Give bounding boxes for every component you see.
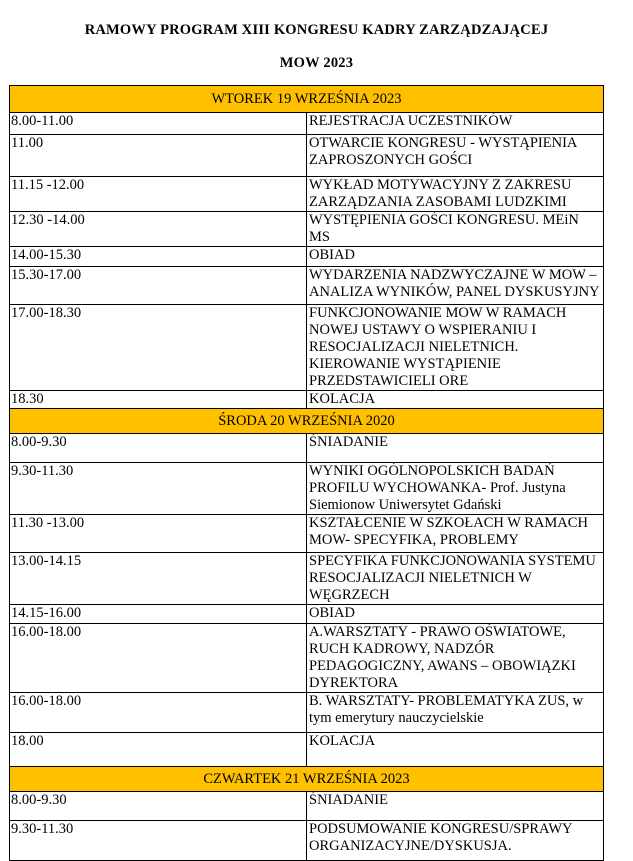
schedule-row	[10, 305, 604, 391]
time-cell: 14.15-16.00	[10, 605, 307, 624]
activity-cell: ŚNIADANIE	[307, 792, 604, 821]
activity-cell: WYSTĘPIENIA GOŚCI KONGRESU. MEiN MS	[307, 212, 604, 247]
day-header-row	[10, 86, 604, 113]
activity-cell: WYKŁAD MOTYWACYJNY Z ZAKRESU ZARZĄDZANIA ZASOBAMI LUDZKIMI	[307, 177, 604, 212]
time-cell: 18.00	[10, 733, 307, 767]
time-cell: 8.00-9.30	[10, 434, 307, 463]
schedule-row	[10, 515, 604, 553]
activity-cell: SPECYFIKA FUNKCJONOWANIA SYSTEMU RESOCJALIZACJI NIELETNICH W WĘGRZECH	[307, 553, 604, 605]
day-header-row	[10, 409, 604, 434]
time-cell: 11.15 -12.00	[10, 177, 307, 212]
time-cell: 8.00-9.30	[10, 792, 307, 821]
schedule-row	[10, 247, 604, 267]
schedule-row	[10, 212, 604, 247]
schedule-row	[10, 821, 604, 861]
activity-cell: PODSUMOWANIE KONGRESU/SPRAWY ORGANIZACYJNE/DYSKUSJA.	[307, 821, 604, 861]
schedule-row	[10, 693, 604, 733]
schedule-table	[9, 85, 604, 861]
day-header: CZWARTEK 21 WRZEŚNIA 2023	[10, 767, 604, 792]
schedule-row	[10, 267, 604, 305]
schedule-row	[10, 792, 604, 821]
time-cell: 9.30-11.30	[10, 821, 307, 861]
document-title: RAMOWY PROGRAM XIII KONGRESU KADRY ZARZĄDZAJĄCEJ	[84, 22, 549, 38]
schedule-row	[10, 113, 604, 135]
day-header: WTOREK 19 WRZEŚNIA 2023	[10, 86, 604, 113]
time-cell: 12.30 -14.00	[10, 212, 307, 247]
activity-cell: KSZTAŁCENIE W SZKOŁACH W RAMACH MOW- SPECYFIKA, PROBLEMY	[307, 515, 604, 553]
day-header: ŚRODA 20 WRZEŚNIA 2020	[10, 409, 604, 434]
time-cell: 16.00-18.00	[10, 693, 307, 733]
schedule-row	[10, 391, 604, 409]
schedule-row	[10, 605, 604, 624]
time-cell: 18.30	[10, 391, 307, 409]
activity-cell: WYDARZENIA NADZWYCZAJNE W MOW – ANALIZA WYNIKÓW, PANEL DYSKUSYJNY	[307, 267, 604, 305]
schedule-row	[10, 135, 604, 177]
document-subtitle: MOW 2023	[279, 55, 354, 71]
time-cell: 17.00-18.30	[10, 305, 307, 391]
schedule-row	[10, 463, 604, 515]
day-header-row	[10, 767, 604, 792]
activity-cell: FUNKCJONOWANIE MOW W RAMACH NOWEJ USTAWY O WSPIERANIU I RESOCJALIZACJI NIELETNICH. KIEROWANIE WYSTĄPIENIE PRZEDSTAWICIELI ORE	[307, 305, 604, 391]
activity-cell: OBIAD	[307, 605, 604, 624]
activity-cell: KOLACJA	[307, 391, 604, 409]
time-cell: 15.30-17.00	[10, 267, 307, 305]
time-cell: 11.30 -13.00	[10, 515, 307, 553]
time-cell: 16.00-18.00	[10, 624, 307, 693]
activity-cell: OTWARCIE KONGRESU - WYSTĄPIENIA ZAPROSZONYCH GOŚCI	[307, 135, 604, 177]
activity-cell: ŚNIADANIE	[307, 434, 604, 463]
time-cell: 14.00-15.30	[10, 247, 307, 267]
time-cell: 9.30-11.30	[10, 463, 307, 515]
activity-cell: OBIAD	[307, 247, 604, 267]
time-cell: 8.00-11.00	[10, 113, 307, 135]
schedule-row	[10, 553, 604, 605]
activity-cell: WYNIKI OGÓLNOPOLSKICH BADAŃ PROFILU WYCHOWANKA- Prof. Justyna Siemionow Uniwersytet Gdański	[307, 463, 604, 515]
activity-cell: B. WARSZTATY- PROBLEMATYKA ZUS, w tym emerytury nauczycielskie	[307, 693, 604, 733]
schedule-row	[10, 434, 604, 463]
schedule-row	[10, 177, 604, 212]
activity-cell: A.WARSZTATY - PRAWO OŚWIATOWE, RUCH KADROWY, NADZÓR PEDAGOGICZNY, AWANS – OBOWIĄZKI DYREKTORA	[307, 624, 604, 693]
activity-cell: KOLACJA	[307, 733, 604, 767]
activity-cell: REJESTRACJA UCZESTNIKÓW	[307, 113, 604, 135]
time-cell: 13.00-14.15	[10, 553, 307, 605]
schedule-row	[10, 733, 604, 767]
time-cell: 11.00	[10, 135, 307, 177]
schedule-row	[10, 624, 604, 693]
